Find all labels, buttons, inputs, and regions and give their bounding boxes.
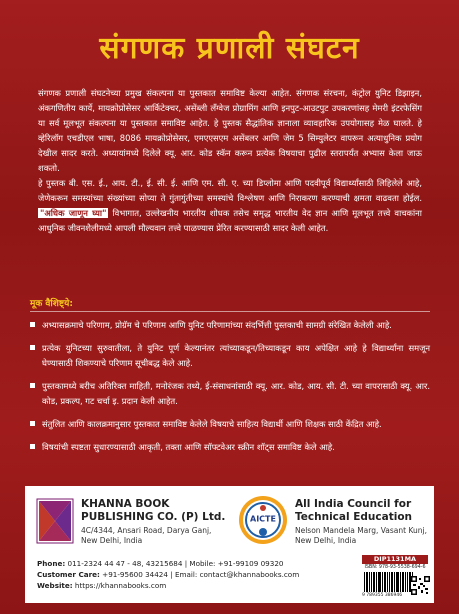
publisher-footer bbox=[25, 486, 434, 603]
contact-phone bbox=[37, 558, 299, 569]
feature-item: प्रत्येक युनिटच्या सुरुवातीला, ते युनिट पूर्ण केल्यानंतर त्यांच्याकडून/तिच्याकडून काय अपेक्षित आहे हे विद्यार्थ्यांना समजून घेण्यासाठी शिकण्याचे परिणाम सूचीबद्ध केले आहे. bbox=[30, 341, 430, 371]
aicte-emblem-icon bbox=[237, 492, 289, 548]
description-paragraph-3-text: विभागात, उल्लेखनीय भारतीय शोधक तसेच समृद्ध भारतीय वेद ज्ञान आणि मूलभूत तत्त्वे वाचकांना आधुनिक जीवनशैलीमध्ये आपली मौल्यवान तत्त्वे पाळण्यास प्रेरित करण्यासाठी सादर केली आहेत. bbox=[38, 208, 422, 233]
contact-info bbox=[37, 558, 299, 591]
care-value: +91-95600 34424 | Email: contact@khannabooks.com bbox=[102, 570, 300, 579]
website-value[interactable]: https://khannabooks.com bbox=[74, 581, 167, 590]
feature-item: अभ्यासक्रमाचे परिणाम, प्रोग्रॅम चे परिणाम आणि युनिट परिणामांच्या संदर्भित्ती पुस्तकाची सामग्री संरेखित केलेली आहे. bbox=[30, 318, 430, 333]
feature-item: विषयांची स्पष्टता सुधारण्यासाठी आकृती, तक्ता आणि सॉफ्टवेअर स्क्रीन शॉट्स समाविष्ट केले आहे. bbox=[30, 440, 430, 455]
aicte-address bbox=[295, 526, 427, 546]
aicte-name bbox=[295, 498, 412, 524]
isbn-text: ISBN: 978-93-5538-694-6 bbox=[364, 565, 426, 570]
aicte-name-line-1: All India Council for bbox=[295, 498, 412, 510]
description-paragraph-1: संगणक प्रणाली संघटनेच्या प्रमुख संकल्पना या पुस्तकात समाविष्ट केल्या आहेत. संगणक संरचना, कंट्रोल युनिट डिझाइन, अंकगणितीय कार्ये, मायक्रोप्रोसेसर आर्किटेक्चर, असेंब्ली लँग्वेज प्रोग्रामिंग आणि इनपुट-आउटपुट उपकरणांसह मेमरी इंटरफेसिंग या सर्व मूलभूत संकल्पना या पुस्तकात समाविष्ट आहेत. हे पुस्तक सैद्धांतिक ज्ञानाला व्यावहारिक उपयोगासह मेळ घालते. हे व्हेरिलॉग एचडीएल भाषा, 8086 मायक्रोप्रोसेसर, एमएएसएम असेंबलर आणि जेम 5 सिम्युलेटर वापरून अत्याधुनिक प्रयोग देखील सादर करते. अध्यायांमध्ये दिलेले क्यू. आर. कोड स्कॅन करून प्रत्येक विषयाचा पुढील स्तरापर्यंत अभ्यास केला जाऊ शकतो. bbox=[38, 88, 422, 173]
care-label: Customer Care: bbox=[37, 570, 100, 579]
aicte-address-line-1: Nelson Mandela Marg, Vasant Kunj, bbox=[295, 526, 427, 535]
features-title: मूक वैशिष्ट्ये: bbox=[30, 299, 73, 309]
aicte-name-line-2: Technical Education bbox=[295, 511, 413, 523]
website-label: Website: bbox=[37, 581, 73, 590]
feature-item: पुस्तकामध्ये बरीच अतिरिक्त माहिती, मनोरंजक तथ्ये, ई-संसाधनांसाठी क्यू. आर. कोड, आय. सी. टी. च्या वापरासाठी क्यू. आर. कोड, प्रकल्प, गट चर्चा इ. प्रदान केली आहेत. bbox=[30, 379, 430, 409]
description-text bbox=[38, 86, 422, 236]
features-divider bbox=[30, 311, 430, 312]
cover-title: संगणक प्रणाली संघटन bbox=[99, 31, 360, 66]
description-paragraph-2 bbox=[38, 176, 422, 236]
publisher-address-line-2: New Delhi, India bbox=[81, 536, 143, 545]
features-list bbox=[30, 318, 430, 463]
publisher-address bbox=[81, 526, 211, 546]
learn-more-highlight: "अधिक जाणून घ्या" bbox=[40, 208, 107, 218]
publisher-name-line-1: KHANNA BOOK bbox=[81, 498, 170, 510]
publisher-name bbox=[81, 498, 225, 524]
publisher-name-line-2: PUBLISHING CO. (P) Ltd. bbox=[81, 511, 226, 523]
description-paragraph-2-text: हे पुस्तक बी. एस. ई., आय. टी., ई. सी. ई. आणि एम. सी. ए. च्या डिप्लोमा आणि पदवीपूर्व विद्यार्थ्यांसाठी लिहिलेले आहे, जेणेकरून समस्यांच्या संख्यांच्या सोप्या ते गुंतागुंतीच्या समस्यांचे विश्लेषण आणि निराकरण करण्याची क्षमता वाढवता होईल. bbox=[38, 178, 422, 203]
feature-item: संतुलित आणि कालक्रमानुसार पुस्तकात समाविष्ट केलेले विषयाचे साहित्य विद्यार्थी आणि शिक्षक साठी केंद्रित आहे. bbox=[30, 417, 430, 432]
phone-label: Phone: bbox=[37, 559, 66, 568]
aicte-address-line-2: New Delhi, India bbox=[295, 536, 357, 545]
book-code: DIP1131MA bbox=[362, 555, 428, 564]
publisher-address-line-1: 4C/4344, Ansari Road, Darya Ganj, bbox=[81, 526, 212, 535]
barcode-digits: 9 789355 386946 bbox=[362, 593, 403, 598]
phone-value: 011-2324 44 47 - 48, 43215684 | Mobile: +91-99109 09320 bbox=[67, 559, 284, 568]
qr-code-icon bbox=[411, 576, 430, 595]
contact-website bbox=[37, 580, 299, 591]
contact-care bbox=[37, 569, 299, 580]
khanna-book-logo-icon bbox=[35, 496, 75, 546]
aicte-badge-text: AICTE bbox=[250, 514, 276, 524]
